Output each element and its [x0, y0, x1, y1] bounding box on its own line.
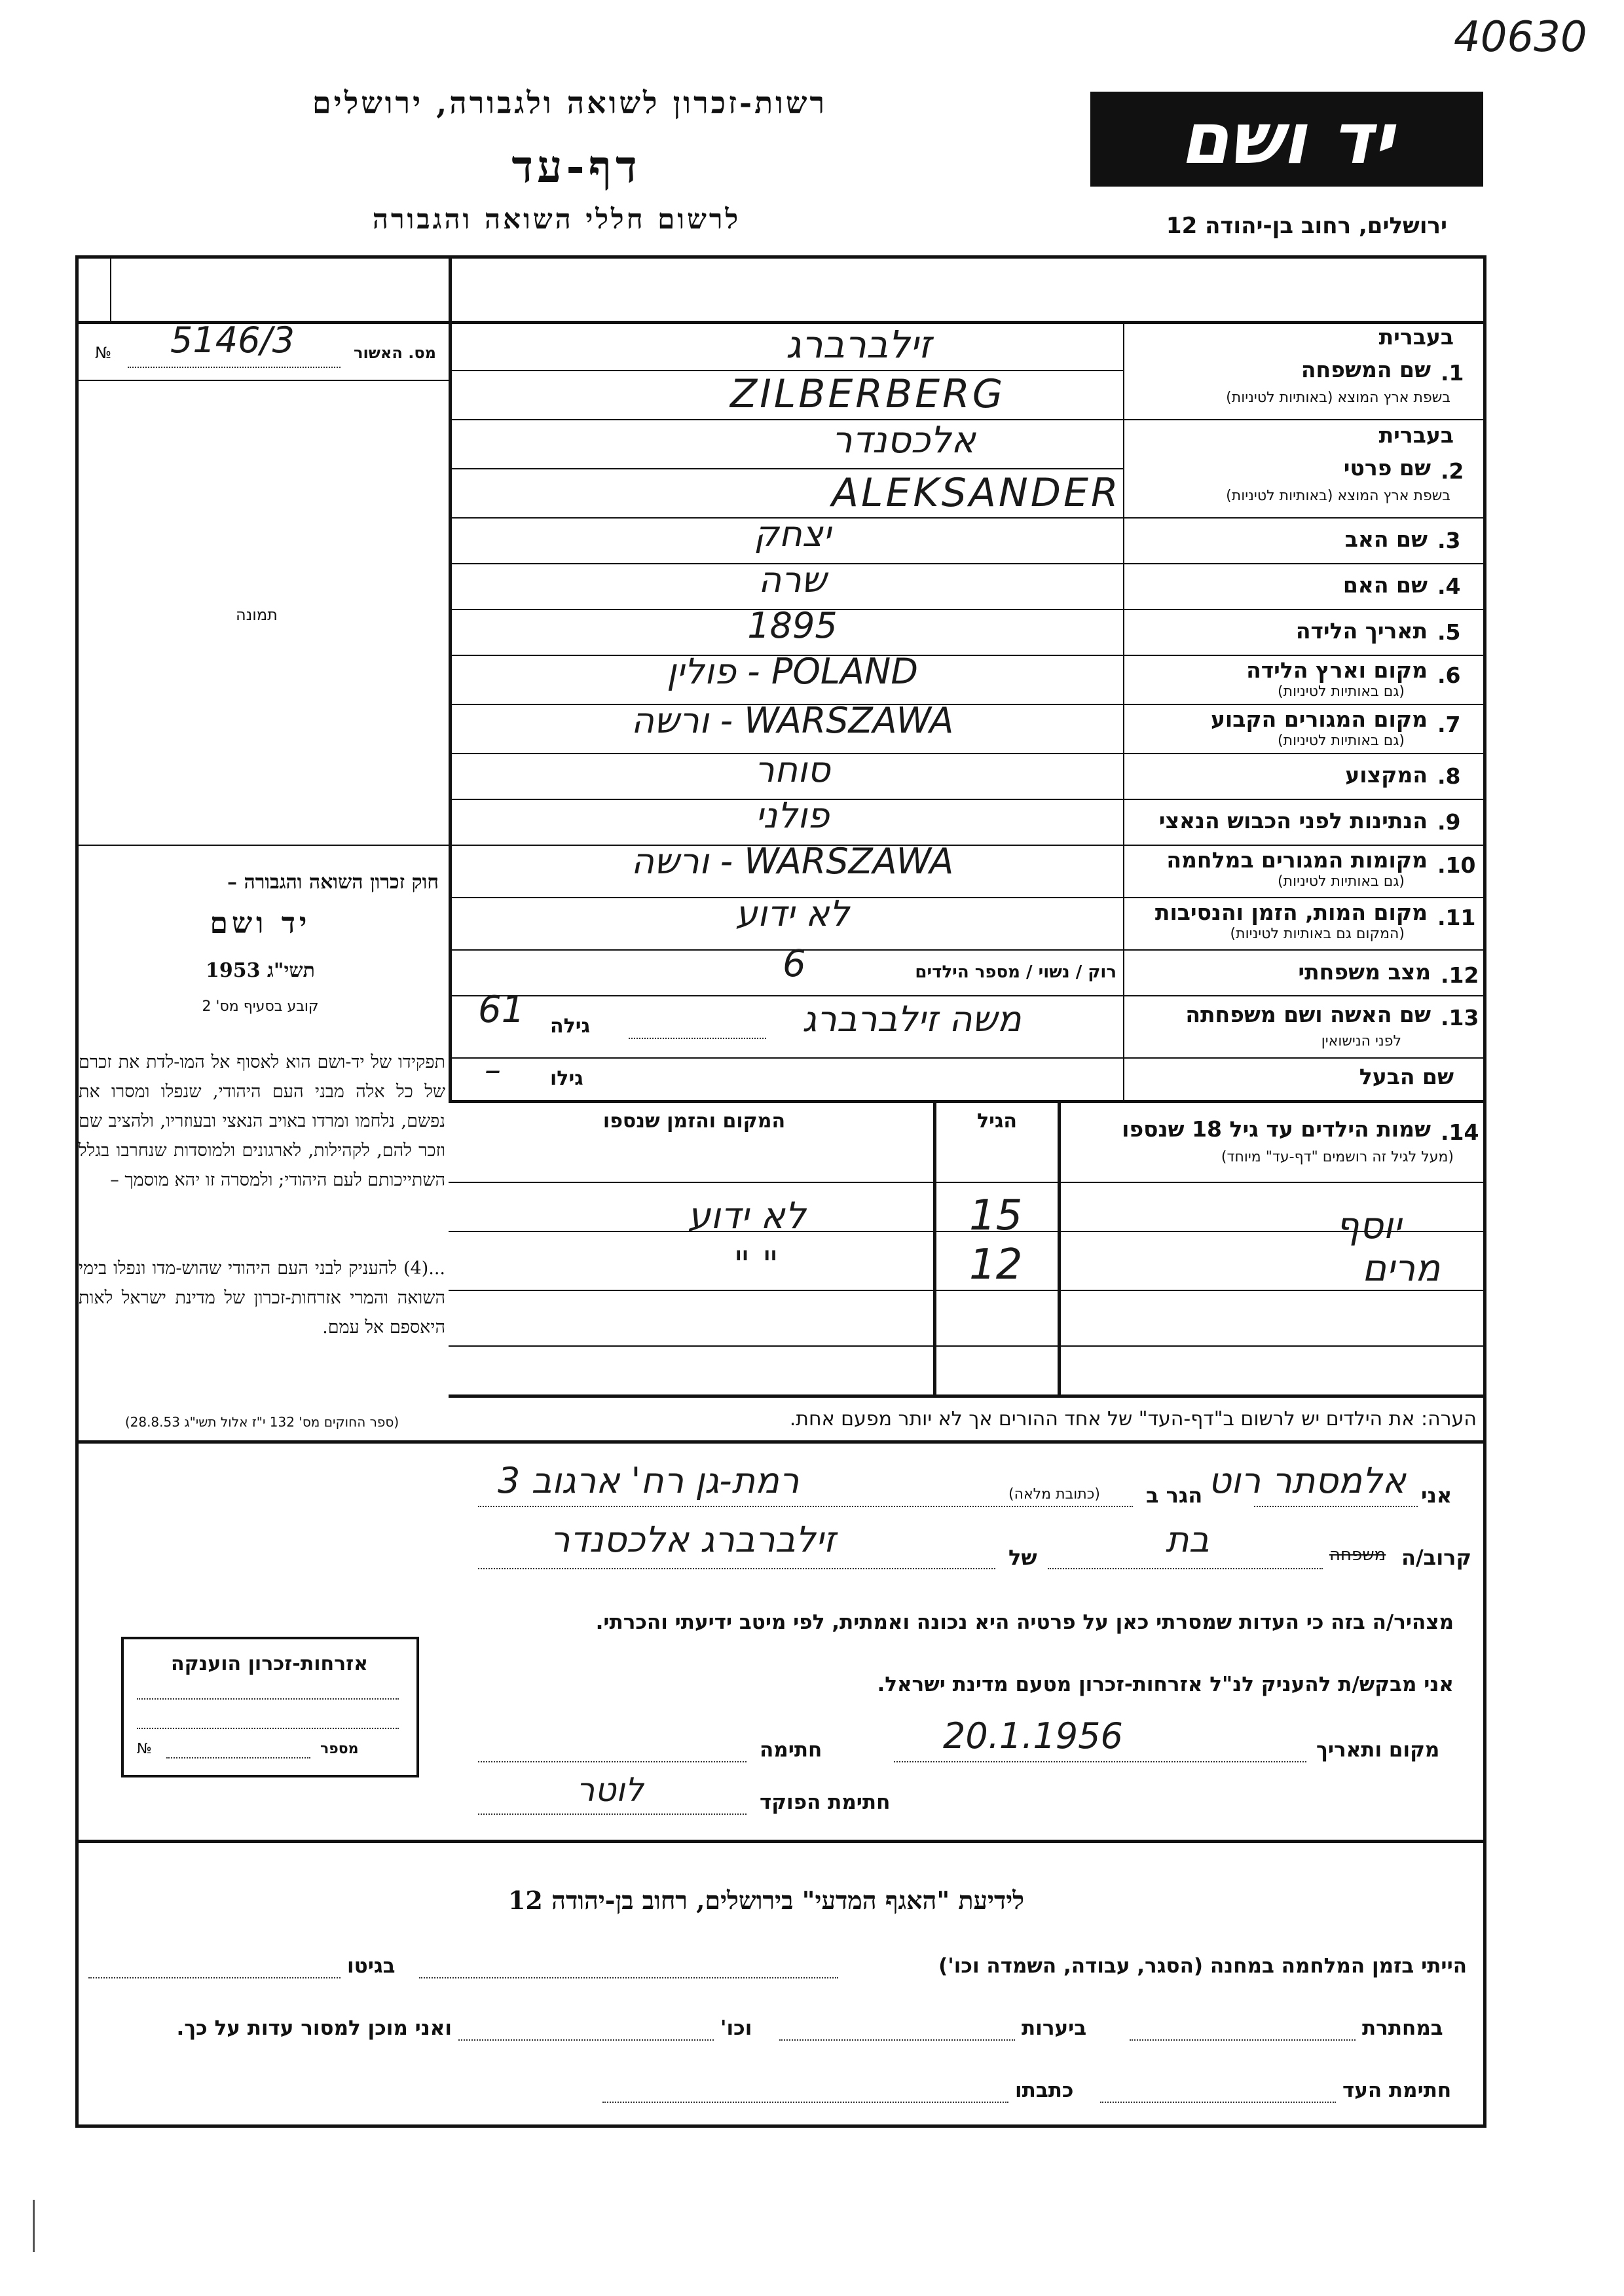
decl-relation-crossed: משפחה — [1329, 1545, 1386, 1565]
logo-text: יד ושם — [1179, 98, 1393, 180]
law-title: חוק זכרון השואה והגבורה – — [227, 871, 439, 894]
place-date-label: מקום ותאריך — [1316, 1738, 1440, 1762]
field-6-num: 6. — [1437, 663, 1461, 688]
children-sub: (מעל לגיל זה רושמים "דף-עד" מיוחד) — [1221, 1149, 1454, 1165]
field-4-value: שרה — [758, 559, 827, 600]
children-col-age: הגיל — [977, 1110, 1017, 1133]
decl-resides-label: הגר ב — [1146, 1483, 1203, 1508]
field-5-value: 1895 — [747, 605, 838, 646]
child-2-age: 12 — [969, 1241, 1023, 1289]
field-1-value-lat: ZILBERBERG — [730, 371, 1006, 417]
child-1-age: 15 — [969, 1192, 1023, 1240]
officer-signature-label: חתימת הפוקד — [760, 1791, 891, 1814]
field-2-sub: בשפת ארץ המוצא (באותיות לטיניות) — [1226, 488, 1450, 504]
field-6-sub: (גם באותיות לטיניות) — [1278, 683, 1405, 700]
approval-no-value: 5146/3 — [170, 319, 295, 361]
field-11-value: לא ידוע — [735, 893, 850, 934]
child-2-place: " " — [733, 1244, 779, 1286]
bottom-line2-b: ביערות — [1022, 2016, 1087, 2040]
field-6-label: מקום וארץ הלידה — [1246, 657, 1428, 683]
decl-relation-of: זילברברג אלכסנדר — [550, 1519, 836, 1560]
field-1-value-he: זילברברג — [786, 322, 932, 367]
law-text-1: תפקידו של יד-ושם הוא לאסוף אל המו-לדת את זכרם של כל אלה מבני העם היהודי, שנפלו ומסרו את נפשם, נלחמו ומרדו באויב הנאצי ובעוזריו, ולהציב שם וזכר להם, לקהילות, לארגונים ולמוסדות שנחרבו בגלל השתייכותם לעם היהודי; ולמסרה זו יהא מוסמך – — [79, 1052, 445, 1190]
archive-number: 40630 — [1454, 13, 1587, 62]
field-7-label: מקום המגורים הקבוע — [1210, 706, 1428, 732]
field-12-value: 6 — [783, 943, 806, 985]
law-text-2: ...(4) להעניק לבני העם היהודי שהוש-מדו ונפלו בימי השואה והמרי אזרחות-זכרון של מדינת ישראל לאות היאספם אל עמם. — [79, 1258, 445, 1338]
field-8-label: המקצוע — [1345, 762, 1428, 788]
field-6-value: POLAND - פולין — [667, 651, 918, 692]
field-7-value: WARSZAWA - ורשה — [631, 700, 954, 741]
field-10-label: מקומות המגורים במלחמה — [1166, 847, 1428, 873]
field-13-num: 13. — [1441, 1005, 1479, 1030]
field-12-label: מצב משפחתי — [1298, 959, 1431, 985]
field-3-value: יצחק — [754, 513, 831, 555]
field-2-label: שם פרטי — [1343, 455, 1431, 481]
bottom-line1-a: הייתי בזמן המלחמה במחנה (הסגר, עבודה, השמדה וכו') — [938, 1954, 1467, 1978]
field-11-label: מקום המות, הזמן והנסיבות — [1154, 900, 1428, 925]
bottom-line1-b: בגיטו — [347, 1954, 396, 1978]
children-col-place: המקום והזמן שנספו — [602, 1110, 786, 1133]
decl-of-label: של — [1008, 1545, 1037, 1570]
field-13-sub: לפני הנישואין — [1321, 1033, 1401, 1049]
law-clause: קובע בסעיף מס' 2 — [202, 998, 319, 1015]
field-4-label: שם האם — [1342, 572, 1428, 598]
photo-label: תמונה — [236, 606, 278, 624]
bottom-line3-a: חתימת העד — [1342, 2079, 1452, 2102]
field-13-label: שם האשה ושם משפחתה — [1185, 1002, 1431, 1027]
decl-statement-1: מצהיר/ה בזה כי העדות שמסרתי כאן על פרטיה היא נכונה ואמתית, לפי מיטב ידיעתי והכרתי. — [595, 1611, 1454, 1634]
bottom-line2-d: ואני מוכן למסור עדות על כך. — [176, 2016, 452, 2040]
declarant-address: רמת-גן רח' ארגוב 3 — [498, 1460, 800, 1501]
field-8-value: סוחר — [754, 749, 830, 790]
bottom-line2-c: וכו' — [720, 2016, 752, 2040]
field-1-num: 1. — [1441, 360, 1464, 386]
wife-age-label: גילה — [550, 1015, 590, 1038]
field-11-sub: (המקום גם באותיות לטיניות) — [1230, 926, 1405, 942]
field-7-num: 7. — [1437, 712, 1461, 737]
field-9-value: פולני — [755, 795, 830, 836]
field-1-label: שם המשפחה — [1301, 357, 1431, 382]
field-12-num: 12. — [1441, 962, 1479, 988]
law-name: יד ושם — [210, 907, 311, 940]
marital-options: רוק / נשוי / מספר הילדים — [915, 962, 1116, 982]
citizenship-number-mark: № — [137, 1741, 152, 1757]
law-year: תשי"ג 1953 — [206, 959, 315, 982]
field-1-sub: בשפת ארץ המוצא (באותיות לטיניות) — [1226, 390, 1450, 406]
field-5-num: 5. — [1437, 619, 1461, 645]
husband-age-label: גילו — [550, 1067, 583, 1090]
children-label: שמות הילדים עד גיל 18 שנספו — [1122, 1116, 1431, 1142]
field-7-sub: (גם באותיות לטיניות) — [1278, 733, 1405, 749]
field-2-value-he: אלכסנדר — [832, 419, 976, 462]
field-13-value: משה זילברברג — [802, 998, 1022, 1040]
field-14-num: 14. — [1441, 1120, 1479, 1145]
header-address: ירושלים, רחוב בן-יהודה 12 — [1166, 213, 1447, 239]
bottom-title: לידיעת "האגף המדעי" בירושלים, רחוב בן-יהודה 12 — [507, 1886, 1025, 1915]
officer-signature-value: לוטר — [576, 1771, 644, 1809]
field-10-value: WARSZAWA - ורשה — [631, 841, 954, 882]
field-3-num: 3. — [1437, 528, 1461, 553]
approval-no-label: מס. האשור — [354, 344, 436, 362]
law-source: (ספר החוקים מס' 132 י"ז אלול תשי"ג 28.8.53) — [124, 1414, 399, 1430]
bottom-line3-b: כתבתו — [1015, 2079, 1074, 2102]
form-title: דף-עד — [511, 141, 641, 193]
field-9-num: 9. — [1437, 809, 1461, 835]
citizenship-box — [121, 1637, 419, 1777]
field-2-hebrew-label: בעברית — [1378, 422, 1454, 448]
children-note: הערה: את הילדים יש לרשום ב"דף-העד" של אחד ההורים אך לא יותר מפעם אחת. — [789, 1408, 1477, 1430]
field-2-value-lat: ALEKSANDER — [832, 470, 1121, 516]
decl-i-label: אני — [1421, 1483, 1452, 1508]
authority-name: רשות-זכרון לשואה ולגבורה, ירושלים — [312, 85, 828, 120]
field-2-num: 2. — [1441, 458, 1464, 484]
signature-label: חתימה — [760, 1738, 822, 1762]
husband-label: שם הבעל — [1359, 1064, 1454, 1089]
decl-full-address-label: (כתובת מלאה) — [1008, 1486, 1100, 1503]
bottom-line2-a: במחתרת — [1362, 2016, 1443, 2040]
field-10-sub: (גם באותיות לטיניות) — [1278, 873, 1405, 890]
child-1-place: לא ידוע — [688, 1195, 806, 1237]
child-2-name: מרים — [1362, 1247, 1441, 1290]
approval-no-mark: № — [95, 344, 111, 362]
logo — [1090, 92, 1483, 187]
field-11-num: 11. — [1437, 905, 1476, 930]
field-10-num: 10. — [1437, 852, 1476, 878]
citizenship-title: אזרחות-זכרון הוענקה — [170, 1652, 369, 1675]
field-3-label: שם האב — [1344, 526, 1428, 552]
decl-relation-value: בת — [1166, 1519, 1209, 1560]
field-5-label: תאריך הלידה — [1295, 618, 1428, 644]
decl-statement-2: אני מבקש/ת להעניק לנ"ל אזרחות-זכרון מטעם מדינת ישראל. — [877, 1673, 1454, 1696]
form-subtitle: לרשום חללי השואה והגבורה — [372, 203, 741, 235]
field-8-num: 8. — [1437, 763, 1461, 789]
field-1-hebrew-label: בעברית — [1378, 324, 1454, 350]
citizenship-number-label: מספר — [320, 1741, 359, 1757]
child-1-name: יוסף — [1336, 1205, 1401, 1247]
declarant-name: אלמסתר רוט — [1208, 1460, 1406, 1501]
scan-mark — [33, 2200, 35, 2252]
field-9-label: הנתינות לפני הכבוש הנאצי — [1158, 808, 1428, 833]
wife-age-value: 61 — [478, 989, 525, 1031]
decl-relative-label: קרוב/ה — [1401, 1545, 1471, 1570]
field-4-num: 4. — [1437, 574, 1461, 599]
place-date-value: 20.1.1956 — [943, 1715, 1123, 1757]
husband-age-value: – — [485, 1051, 501, 1089]
